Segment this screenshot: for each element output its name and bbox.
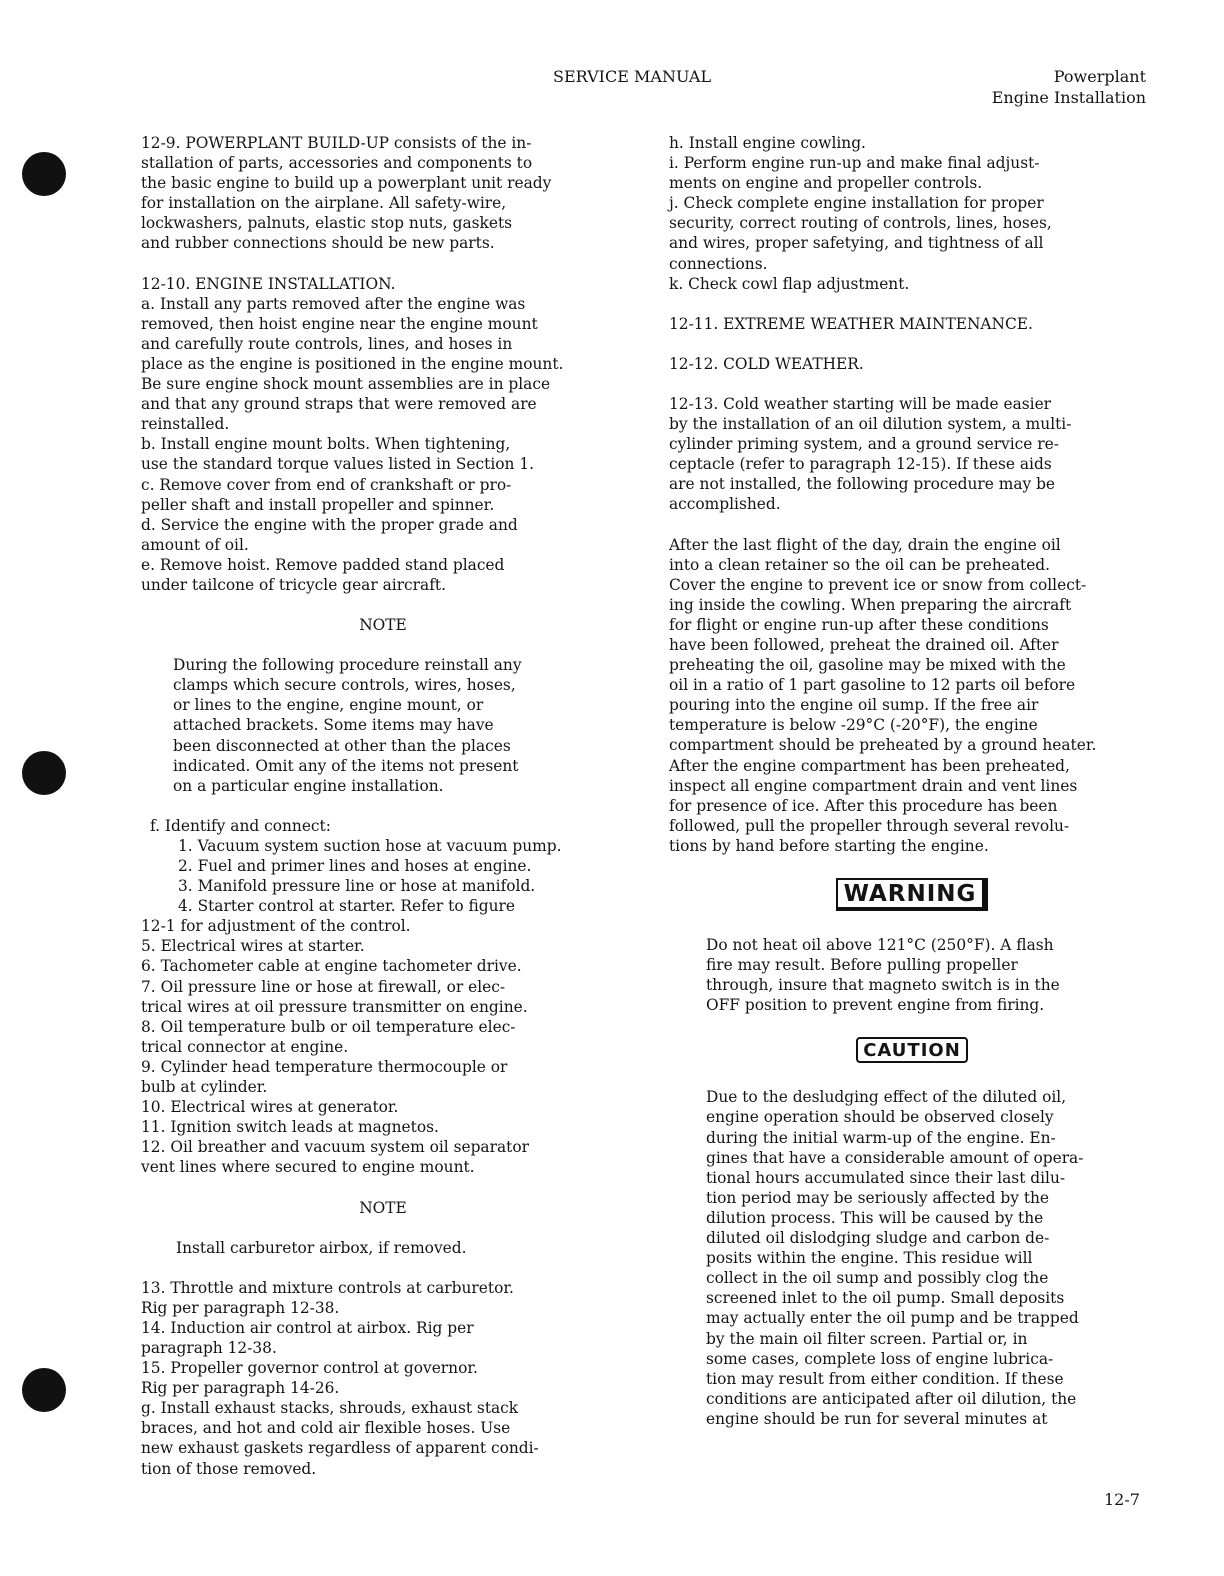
note-heading-2: NOTE — [359, 1198, 407, 1217]
heading-12-12: 12-12. COLD WEATHER. — [669, 354, 864, 373]
steps-h-to-k: h. Install engine cowling. i. Perform engine run-up and make final adjust- ments on engine and propeller controls. j. Check complete engine installation for proper security, correct routing of controls, lines, hoses, and wires, proper safetying, and tightness of all connections. k. Check cowl flap adjustment. — [669, 134, 1052, 293]
warning-badge: WARNING — [836, 878, 989, 911]
left-column — [141, 133, 625, 1479]
binder-hole-middle — [22, 751, 66, 795]
binder-hole-bottom — [22, 1368, 66, 1412]
heading-12-11: 12-11. EXTREME WEATHER MAINTENANCE. — [669, 314, 1033, 333]
paragraph-after-last-flight: After the last flight of the day, drain the engine oil into a clean retainer so the oil can be preheated. Cover the engine to prevent ice or snow from collect- ing inside the cowling. When preparing the aircraft for flight or engine run-up after these conditions have been followed, preheat the drained oil. After preheating the oil, gasoline may be mixed with the oil in a ratio of 1 part gasoline to 12 parts oil before pouring into the engine oil sump. If the free air temperature is below -29°C (-20°F), the engine compartment should be preheated by a ground heater. After the engine compartment has been preheated, inspect all engine compartment drain and vent lines for presence of ice. After this procedure has been followed, pull the propeller through several revolu- tions by hand before starting the engine. — [669, 535, 1097, 855]
right-column — [669, 133, 1155, 1429]
warning-body: Do not heat oil above 121°C (250°F). A flash fire may result. Before pulling propeller through, insure that magneto switch is in the OFF position to prevent engine from firing. — [706, 936, 1060, 1015]
header-section-line1: Powerplant — [1053, 67, 1146, 86]
note-body-2: Install carburetor airbox, if removed. — [176, 1238, 467, 1257]
step-f-title: f. Identify and connect: — [150, 816, 331, 835]
steps-a-to-e: a. Install any parts removed after the engine was removed, then hoist engine near the engine mount and carefully route controls, lines, and hoses in place as the engine is positioned in the engine mount. Be sure engine shock mount assemblies are in place and that any ground straps that were removed are reinstalled. b. Install engine mount bolts. When tightening, use the standard torque values listed in Section 1. c. Remove cover from end of crankshaft or pro- peller shaft and install propeller and spinner. d. Service the engine with the proper grade and amount of oil. e. Remove hoist. Remove padded stand placed under tailcone of tricycle gear aircraft. — [141, 294, 564, 594]
binder-hole-top — [22, 152, 66, 196]
header-section — [992, 66, 1146, 108]
step-f-items-continued: 12-1 for adjustment of the control. 5. Electrical wires at starter. 6. Tachometer cable at engine tachometer drive. 7. Oil pressure line or hose at firewall, or elec- trical wires at oil pressure transmitter on engine. 8. Oil temperature bulb or oil temperature elec- trical connector at engine. 9. Cylinder head temperature thermocouple or bulb at cylinder. 10. Electrical wires at generator. 11. Ignition switch leads at magnetos. 12. Oil breather and vacuum system oil separator vent lines where secured to engine mount. — [141, 917, 529, 1177]
note-heading-1: NOTE — [359, 616, 407, 635]
paragraph-12-9: 12-9. POWERPLANT BUILD-UP consists of the in- stallation of parts, accessories and components to the basic engine to build up a powerplant unit ready for installation on the airplane. All safety-wire, lockwashers, palnuts, elastic stop nuts, gaskets and rubber connections should be new parts. — [141, 134, 552, 253]
note-body-1: During the following procedure reinstall any clamps which secure controls, wires, hoses, or lines to the engine, engine mount, or attached brackets. Some items may have been disconnected at other than the places indicated. Omit any of the items not present on a particular engine installation. — [173, 656, 522, 795]
step-f-items: 1. Vacuum system suction hose at vacuum pump. 2. Fuel and primer lines and hoses at engine. 3. Manifold pressure line or hose at manifold. 4. Starter control at starter. Refer to figure — [178, 836, 562, 916]
warning-badge-wrap — [669, 878, 1155, 911]
header-section-line2: Engine Installation — [991, 88, 1146, 107]
caution-body: Due to the desludging effect of the diluted oil, engine operation should be observed closely during the initial warm-up of the engine. En- gines that have a considerable amount of opera- tional hours accumulated since their last dilu- tion period may be seriously affected by the dilution process. This will be caused by the diluted oil dislodging sludge and carbon de- posits within the engine. This residue will collect in the oil sump and possibly clog the screened inlet to the oil pump. Small deposits may actually enter the oil pump and be trapped by the main oil filter screen. Partial or, in some cases, complete loss of engine lubrica- tion may result from either condition. If these conditions are anticipated after oil dilution, the engine should be run for several minutes at — [706, 1088, 1084, 1428]
items-13-to-g: 13. Throttle and mixture controls at carburetor. Rig per paragraph 12-38. 14. Induction air control at airbox. Rig per paragraph 12-38. 15. Propeller governor control at governor. Rig per paragraph 14-26. g. Install exhaust stacks, shrouds, exhaust stack braces, and hot and cold air flexible hoses. Use new exhaust gaskets regardless of apparent condi- tion of those removed. — [141, 1278, 539, 1478]
paragraph-12-13: 12-13. Cold weather starting will be made easier by the installation of an oil dilution system, a multi- cylinder priming system, and a ground service re- ceptacle (refer to paragraph 12-15). If these aids are not installed, the following procedure may be accomplished. — [669, 394, 1072, 514]
caution-badge: CAUTION — [856, 1037, 968, 1063]
caution-badge-wrap — [669, 1037, 1155, 1063]
heading-12-10: 12-10. ENGINE INSTALLATION. — [141, 274, 396, 293]
header-manual-title: SERVICE MANUAL — [553, 67, 712, 86]
page-number: 12-7 — [1104, 1490, 1140, 1509]
